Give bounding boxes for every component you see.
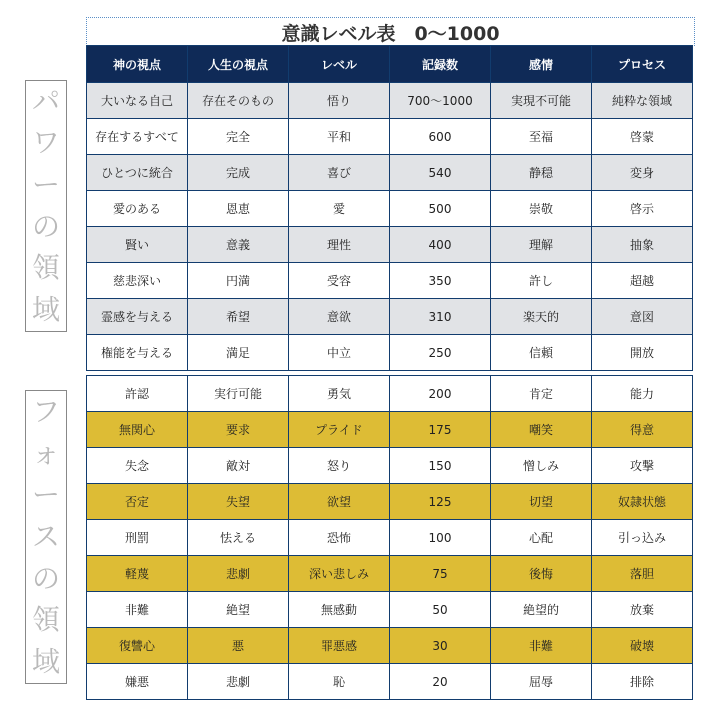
table-cell: 敵対 (188, 448, 289, 484)
side-label-char: 領 (31, 603, 60, 637)
table-row (87, 448, 693, 484)
table-cell: 静穏 (491, 155, 592, 191)
side-label-char: の (31, 561, 60, 595)
table-cell: 125 (390, 484, 491, 520)
side-label-char: の (31, 209, 60, 243)
table-cell: 恥 (289, 664, 390, 700)
table-cell: 失念 (87, 448, 188, 484)
side-label-char: ー (31, 168, 60, 202)
column-header: 感情 (491, 46, 592, 83)
table-cell: 怒り (289, 448, 390, 484)
table-row (87, 664, 693, 700)
side-label-char: ー (31, 478, 60, 512)
table-cell: 円満 (188, 263, 289, 299)
table-cell: 心配 (491, 520, 592, 556)
table-cell: 信頼 (491, 335, 592, 371)
table-cell: 否定 (87, 484, 188, 520)
table-cell: 悲劇 (188, 664, 289, 700)
table-cell: 意欲 (289, 299, 390, 335)
table-cell: 怯える (188, 520, 289, 556)
table-cell: 理解 (491, 227, 592, 263)
table-cell: 存在するすべて (87, 119, 188, 155)
column-header: 人生の視点 (188, 46, 289, 83)
table-cell: 抽象 (592, 227, 693, 263)
table-cell: 開放 (592, 335, 693, 371)
table-cell: 500 (390, 191, 491, 227)
table-cell: 実現不可能 (491, 83, 592, 119)
table-cell: 復讐心 (87, 628, 188, 664)
side-label-char: 領 (31, 251, 60, 285)
table-cell: 無感動 (289, 592, 390, 628)
table-cell: 310 (390, 299, 491, 335)
table-cell: 非難 (491, 628, 592, 664)
table-cell: 絶望的 (491, 592, 592, 628)
table-cell: 平和 (289, 119, 390, 155)
table-cell: 霊感を与える (87, 299, 188, 335)
table-cell: 理性 (289, 227, 390, 263)
table-cell: 攻撃 (592, 448, 693, 484)
table-cell: 希望 (188, 299, 289, 335)
table-cell: 喜び (289, 155, 390, 191)
table-cell: 存在そのもの (188, 83, 289, 119)
table-cell: 落胆 (592, 556, 693, 592)
side-label-char: ス (31, 519, 60, 553)
table-cell: 無関心 (87, 412, 188, 448)
table-cell: 失望 (188, 484, 289, 520)
header-row (87, 46, 693, 83)
table-row (87, 155, 693, 191)
table-cell: 悪 (188, 628, 289, 664)
table-cell: 中立 (289, 335, 390, 371)
table-cell: 350 (390, 263, 491, 299)
table-row (87, 263, 693, 299)
side-label-char: パ (31, 84, 60, 118)
table-cell: 絶望 (188, 592, 289, 628)
table-cell: 愛 (289, 191, 390, 227)
table-row (87, 376, 693, 412)
table-row (87, 299, 693, 335)
power-table (86, 45, 693, 371)
table-cell: 許し (491, 263, 592, 299)
table-cell: 恐怖 (289, 520, 390, 556)
table-cell: 切望 (491, 484, 592, 520)
side-label-char: 域 (31, 645, 60, 679)
column-header: 神の視点 (87, 46, 188, 83)
power-realm-label (25, 80, 67, 332)
table-cell: 受容 (289, 263, 390, 299)
table-cell: 嫌悪 (87, 664, 188, 700)
table-cell: 欲望 (289, 484, 390, 520)
table-cell: 要求 (188, 412, 289, 448)
table-cell: 非難 (87, 592, 188, 628)
table-row (87, 227, 693, 263)
table-cell: 400 (390, 227, 491, 263)
column-header: 記録数 (390, 46, 491, 83)
table-cell: 50 (390, 592, 491, 628)
table-cell: 完全 (188, 119, 289, 155)
table-cell: 排除 (592, 664, 693, 700)
table-cell: 175 (390, 412, 491, 448)
table-row (87, 119, 693, 155)
table-cell: 540 (390, 155, 491, 191)
table-cell: 啓蒙 (592, 119, 693, 155)
table-cell: 600 (390, 119, 491, 155)
table-cell: 意義 (188, 227, 289, 263)
force-table (86, 375, 693, 700)
side-label-char: フ (31, 394, 60, 428)
table-row (87, 628, 693, 664)
table-cell: 奴隷状態 (592, 484, 693, 520)
table-cell: 悟り (289, 83, 390, 119)
table-cell: 超越 (592, 263, 693, 299)
column-header: プロセス (592, 46, 693, 83)
table-cell: 引っ込み (592, 520, 693, 556)
table-cell: 愛のある (87, 191, 188, 227)
table-cell: 賢い (87, 227, 188, 263)
table-row (87, 520, 693, 556)
table-cell: 意図 (592, 299, 693, 335)
table-cell: 慈悲深い (87, 263, 188, 299)
table-cell: 実行可能 (188, 376, 289, 412)
table-cell: 憎しみ (491, 448, 592, 484)
table-cell: 200 (390, 376, 491, 412)
table-cell: 肯定 (491, 376, 592, 412)
table-row (87, 83, 693, 119)
table-cell: 完成 (188, 155, 289, 191)
side-label-char: ワ (31, 126, 60, 160)
table-cell: 許認 (87, 376, 188, 412)
table-cell: 150 (390, 448, 491, 484)
table-cell: 深い悲しみ (289, 556, 390, 592)
table-cell: 700〜1000 (390, 83, 491, 119)
table-cell: 軽蔑 (87, 556, 188, 592)
table-cell: プライド (289, 412, 390, 448)
force-realm-label (25, 390, 67, 684)
table-row (87, 556, 693, 592)
table-cell: 嘲笑 (491, 412, 592, 448)
table-cell: 破壊 (592, 628, 693, 664)
table-cell: 純粋な領域 (592, 83, 693, 119)
table-cell: 250 (390, 335, 491, 371)
column-header: レベル (289, 46, 390, 83)
table-cell: 得意 (592, 412, 693, 448)
table-cell: 崇敬 (491, 191, 592, 227)
table-cell: 啓示 (592, 191, 693, 227)
table-cell: 恩恵 (188, 191, 289, 227)
table-row (87, 335, 693, 371)
table-cell: 30 (390, 628, 491, 664)
table-row (87, 191, 693, 227)
side-label-char: 域 (31, 293, 60, 327)
table-row (87, 412, 693, 448)
table-cell: 罪悪感 (289, 628, 390, 664)
table-cell: 75 (390, 556, 491, 592)
table-cell: 満足 (188, 335, 289, 371)
table-cell: 楽天的 (491, 299, 592, 335)
table-cell: 悲劇 (188, 556, 289, 592)
table-cell: ひとつに統合 (87, 155, 188, 191)
table-row (87, 484, 693, 520)
table-cell: 大いなる自己 (87, 83, 188, 119)
table-cell: 屈辱 (491, 664, 592, 700)
table-cell: 放棄 (592, 592, 693, 628)
page-title: 意識レベル表 0〜1000 (86, 17, 695, 46)
table-cell: 権能を与える (87, 335, 188, 371)
table-cell: 至福 (491, 119, 592, 155)
side-label-char: ォ (31, 436, 60, 470)
table-row (87, 592, 693, 628)
table-cell: 100 (390, 520, 491, 556)
table-cell: 刑罰 (87, 520, 188, 556)
table-cell: 勇気 (289, 376, 390, 412)
table-cell: 後悔 (491, 556, 592, 592)
table-cell: 20 (390, 664, 491, 700)
table-cell: 能力 (592, 376, 693, 412)
table-cell: 変身 (592, 155, 693, 191)
